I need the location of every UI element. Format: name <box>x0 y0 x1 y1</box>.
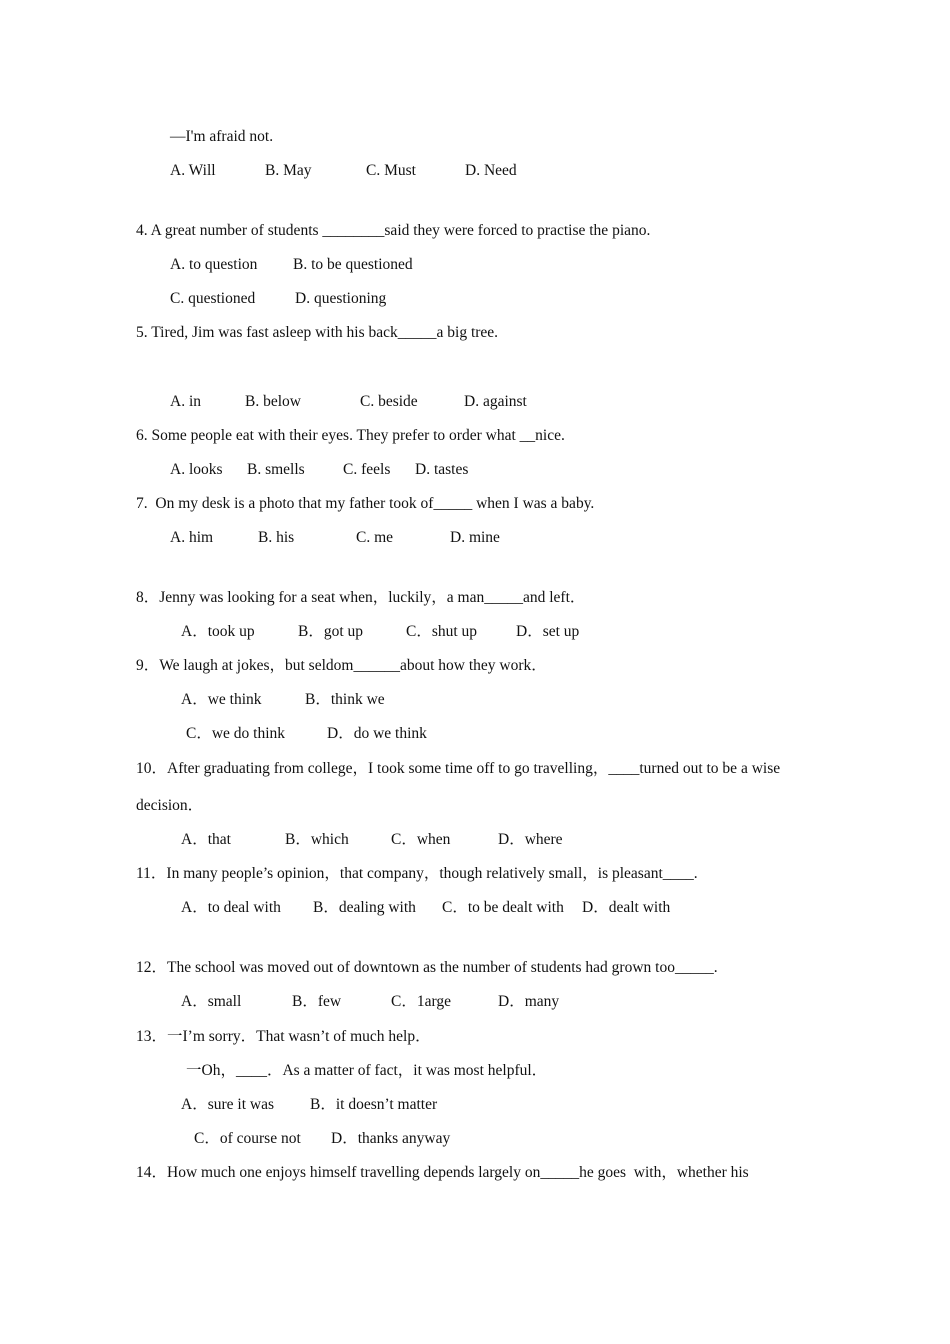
option-a: A．we think <box>181 691 262 708</box>
option-a: A．sure it was <box>181 1096 274 1113</box>
option-b: B. to be questioned <box>293 256 413 273</box>
question-13: 13．一I’m sorry．That wasn’t of much help． <box>136 1028 431 1045</box>
question-7: 7. On my desk is a photo that my father took of_____ when I was a baby. <box>136 495 595 512</box>
option-b: B．which <box>285 831 349 848</box>
option-c: C．when <box>391 831 451 848</box>
option-c: C．1arge <box>391 993 451 1010</box>
dialogue-reply: 一Oh，____．As a matter of fact，it was most helpful． <box>186 1062 548 1079</box>
question-8: 8．Jenny was looking for a seat when，luckily，a man_____and left． <box>136 589 586 606</box>
option-a: A. in <box>170 393 201 410</box>
option-b: B. his <box>258 529 295 546</box>
option-c: C. me <box>356 529 394 546</box>
option-d: D．dealt with <box>582 899 671 916</box>
option-d: D. mine <box>450 529 500 546</box>
option-c: C．of course not <box>194 1130 301 1147</box>
option-b: B. May <box>265 162 312 179</box>
question-14: 14．How much one enjoys himself travelling depends largely on_____he goes with，whether his <box>136 1164 749 1181</box>
option-a: A. Will <box>170 162 216 179</box>
question-4: 4. A great number of students ________said they were forced to practise the piano. <box>136 222 651 239</box>
question-10-continued: decision． <box>136 797 204 814</box>
option-b: B．few <box>292 993 342 1010</box>
question-5: 5. Tired, Jim was fast asleep with his back_____a big tree. <box>136 324 499 341</box>
option-c: C. questioned <box>170 290 256 307</box>
option-a: A．that <box>181 831 231 848</box>
option-b: B. smells <box>247 461 305 478</box>
option-c: C. Must <box>366 162 416 179</box>
option-b: B．think we <box>305 691 385 708</box>
option-d: D．do we think <box>327 725 427 742</box>
option-d: D．set up <box>516 623 580 640</box>
option-d: D．many <box>498 993 560 1010</box>
option-a: A．to deal with <box>181 899 281 916</box>
question-10: 10．After graduating from college，I took some time off to go travelling，____turned out to be a wise <box>136 760 781 777</box>
question-11: 11．In many people’s opinion，that company，though relatively small，is pleasant____. <box>136 865 698 882</box>
option-a: A. looks <box>170 461 223 478</box>
answer-line: —I'm afraid not. <box>170 128 274 145</box>
question-6: 6. Some people eat with their eyes. They prefer to order what __nice. <box>136 427 565 444</box>
option-d: D. Need <box>465 162 517 179</box>
option-d: D. tastes <box>415 461 469 478</box>
option-c: C. beside <box>360 393 418 410</box>
option-d: D．where <box>498 831 563 848</box>
option-d: D. questioning <box>295 290 387 307</box>
option-b: B．it doesn’t matter <box>310 1096 438 1113</box>
option-d: D. against <box>464 393 527 410</box>
option-b: B．dealing with <box>313 899 416 916</box>
option-c: C．we do think <box>186 725 286 742</box>
option-a: A. to question <box>170 256 258 273</box>
option-a: A．took up <box>181 623 255 640</box>
option-a: A．small <box>181 993 242 1010</box>
question-9: 9．We laugh at jokes，but seldom______about how they work． <box>136 657 547 674</box>
option-a: A. him <box>170 529 214 546</box>
option-d: D．thanks anyway <box>331 1130 451 1147</box>
option-c: C．shut up <box>406 623 478 640</box>
option-b: B．got up <box>298 623 364 640</box>
option-c: C．to be dealt with <box>442 899 564 916</box>
option-b: B. below <box>245 393 301 410</box>
option-c: C. feels <box>343 461 391 478</box>
question-12: 12．The school was moved out of downtown as the number of students had grown too_____. <box>136 959 718 976</box>
